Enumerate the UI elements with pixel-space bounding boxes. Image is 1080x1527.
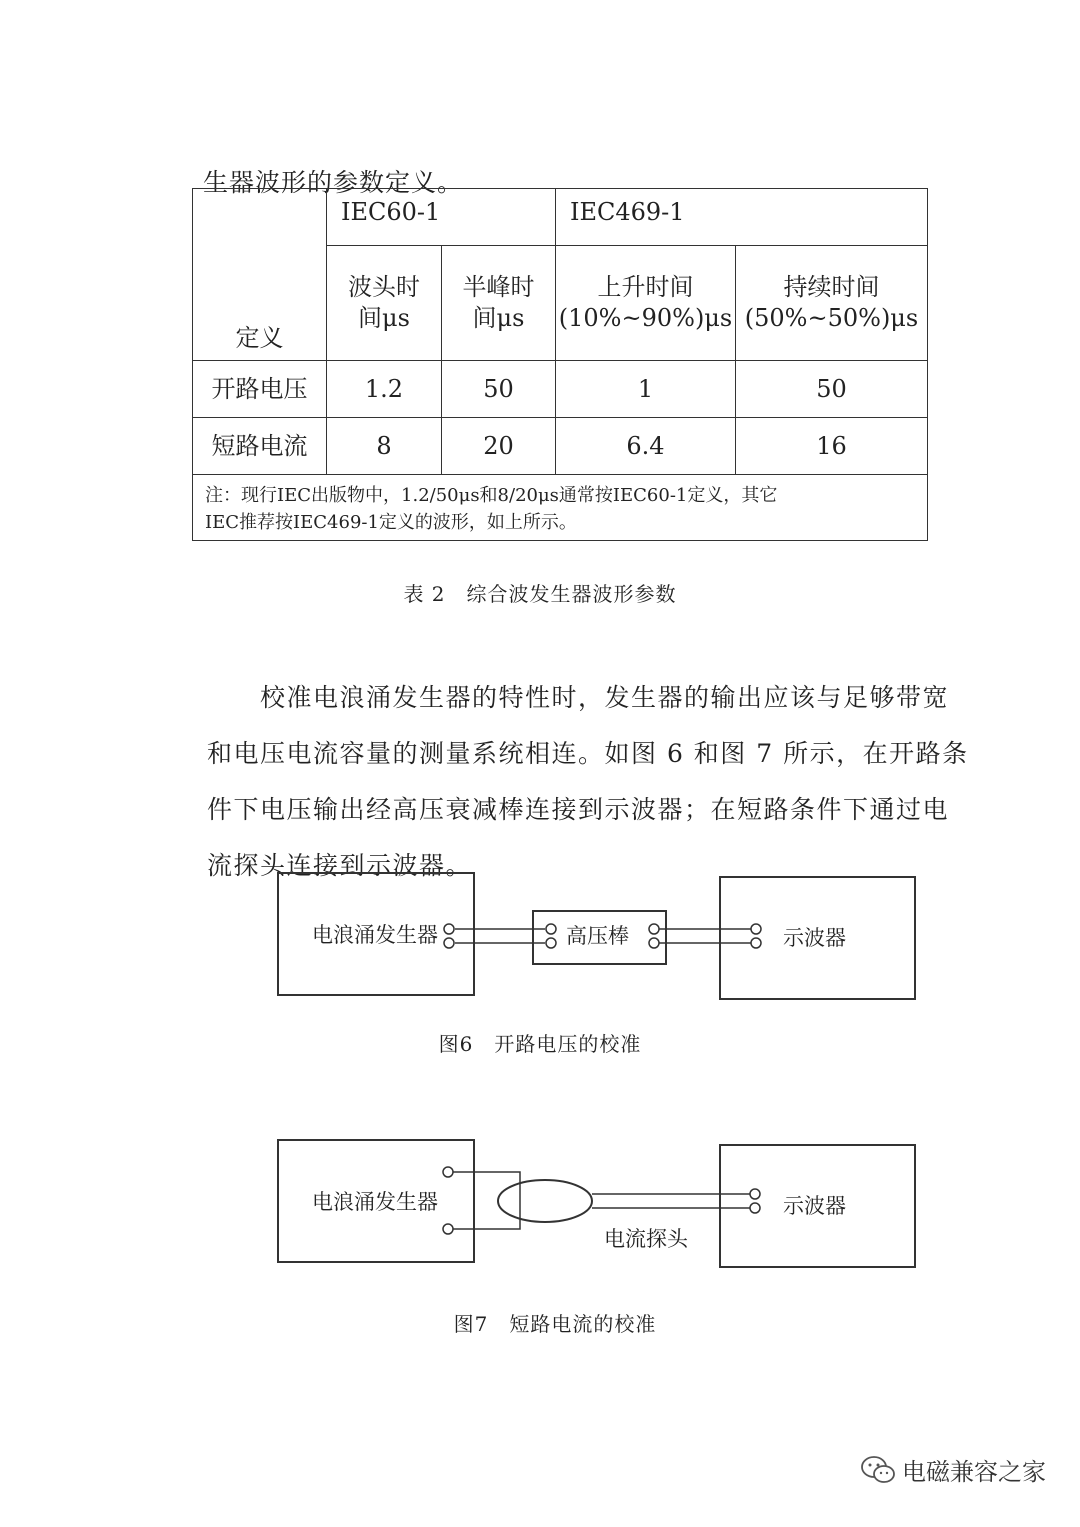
paragraph-line: 校准电浪涌发生器的特性时，发生器的输出应该与足够带宽 <box>207 683 950 712</box>
row-label: 开路电压 <box>193 361 327 418</box>
paragraph-line: 和电压电流容量的测量系统相连。如图 6 和图 7 所示，在开路条 <box>207 739 969 768</box>
table-note: 注：现行IEC出版物中，1.2/50μs和8/20μs通常按IEC60-1定义，其它 IEC推荐按IEC469-1定义的波形，如上所示。 <box>193 475 928 541</box>
header-iec469-1: IEC469-1 <box>556 189 928 246</box>
corner-header: 定义 <box>193 189 327 361</box>
watermark-text: 电磁兼容之家 <box>902 1458 1046 1486</box>
oscilloscope-label: 示波器 <box>783 926 846 950</box>
figure-6-diagram <box>0 860 1080 1020</box>
table-cell: 1 <box>556 361 736 418</box>
current-probe-label: 电流探头 <box>604 1227 688 1251</box>
table-cell: 1.2 <box>327 361 442 418</box>
wechat-icon <box>860 1455 896 1485</box>
table-cell: 20 <box>442 418 556 475</box>
table-cell: 6.4 <box>556 418 736 475</box>
table-cell: 50 <box>442 361 556 418</box>
row-label: 短路电流 <box>193 418 327 475</box>
subheader-half-peak-time: 半峰时 间μs <box>442 246 556 361</box>
subheader-rise-time: 上升时间 (10%~90%)μs <box>556 246 736 361</box>
header-iec60-1: IEC60-1 <box>327 189 556 246</box>
figure-7-caption: 图7 短路电流的校准 <box>453 1312 657 1336</box>
body-paragraph <box>207 678 969 880</box>
surge-generator-label: 电浪涌发生器 <box>312 1190 438 1214</box>
short-circuit-wire <box>453 1172 520 1229</box>
table-cell: 16 <box>736 418 928 475</box>
table-row <box>193 361 928 418</box>
text-fragment: 生器波形的参数定义。 <box>203 168 464 197</box>
table-row <box>193 418 928 475</box>
oscilloscope-label: 示波器 <box>783 1194 846 1218</box>
current-probe-ring <box>498 1180 592 1222</box>
table-cell: 50 <box>736 361 928 418</box>
paragraph-line: 件下电压输出经高压衰减棒连接到示波器；在短路条件下通过电 <box>207 795 950 824</box>
paragraph-line: 流探头连接到示波器。 <box>207 851 473 880</box>
hv-rod-label: 高压棒 <box>566 924 629 948</box>
table-caption: 表 2 综合波发生器波形参数 <box>403 582 677 606</box>
subheader-front-time: 波头时 间μs <box>327 246 442 361</box>
watermark <box>860 1452 1046 1487</box>
subheader-duration: 持续时间 (50%~50%)μs <box>736 246 928 361</box>
figure-6-caption: 图6 开路电压的校准 <box>438 1032 642 1056</box>
surge-generator-label: 电浪涌发生器 <box>312 923 438 947</box>
figure-7-diagram <box>0 1130 1080 1275</box>
table-cell: 8 <box>327 418 442 475</box>
waveform-parameter-table <box>192 188 928 541</box>
